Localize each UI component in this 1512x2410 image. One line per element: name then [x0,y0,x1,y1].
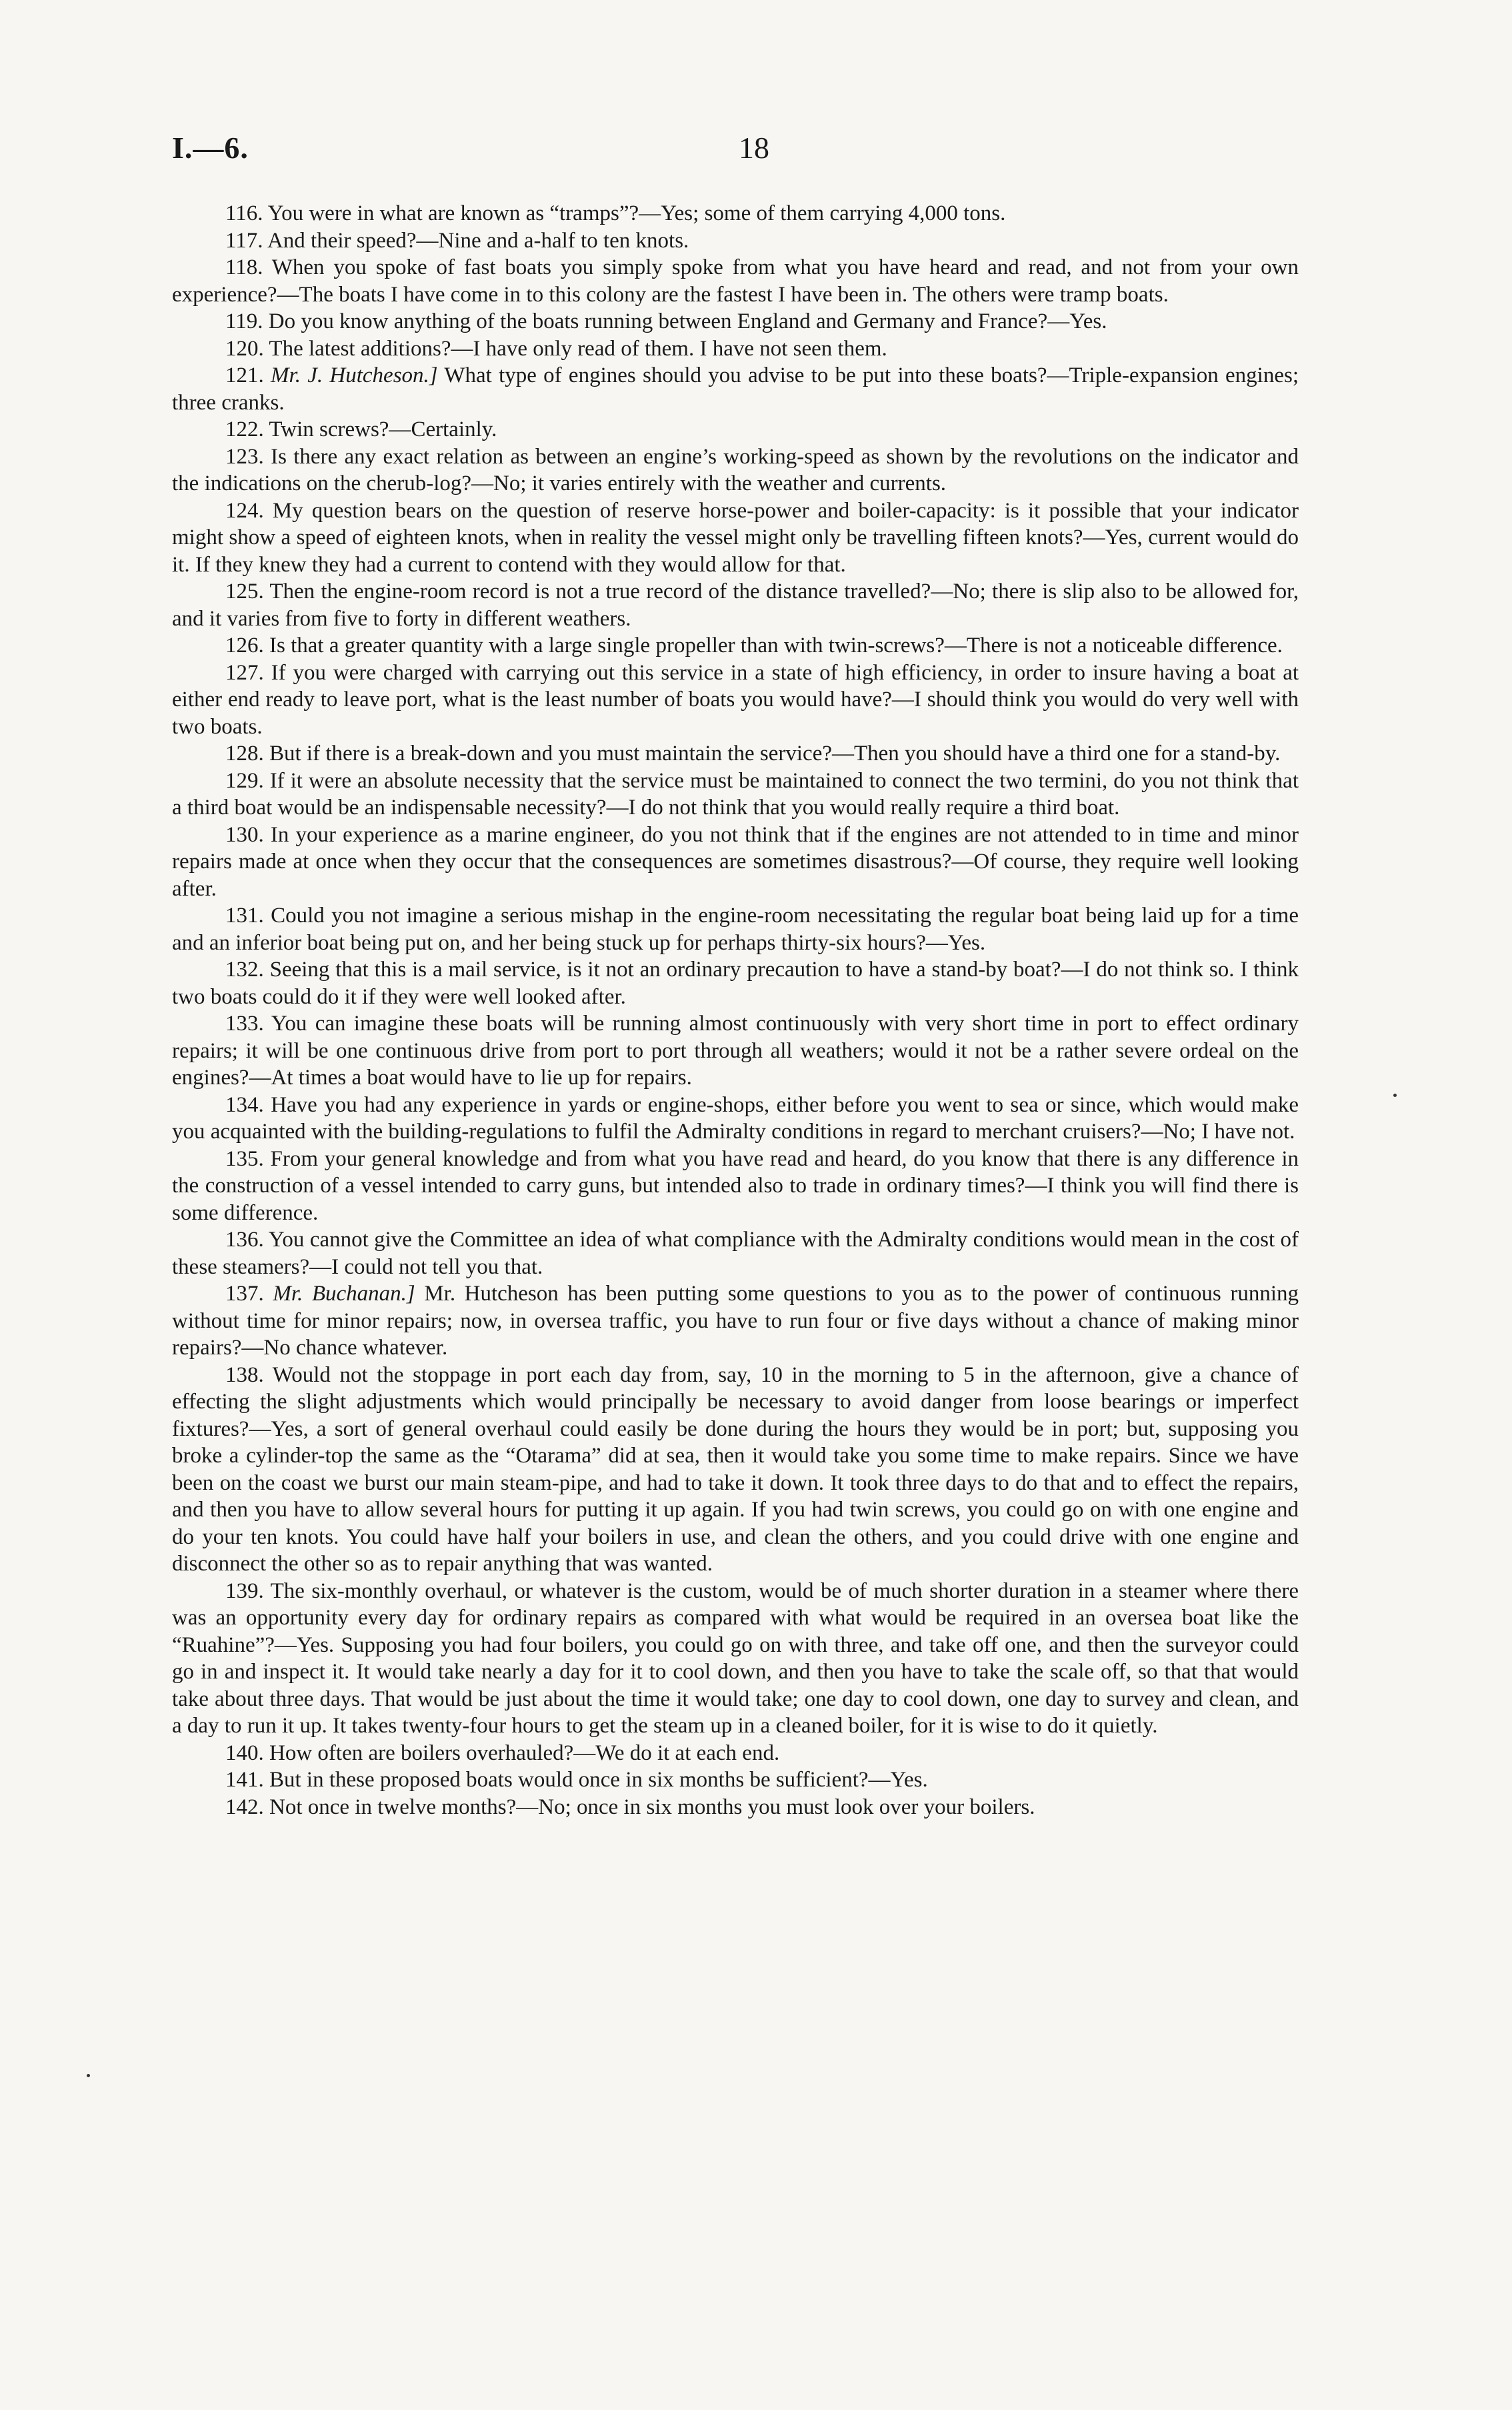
question-text: How often are boilers overhauled?—We do it at each end. [269,1740,780,1765]
question-number: 119. [225,309,263,333]
question-paragraph [172,200,1299,227]
question-number: 118. [225,255,263,279]
question-text: You were in what are known as “tramps”?—Yes; some of them carrying 4,000 tons. [267,201,1006,225]
question-number: 142. [225,1794,264,1819]
question-paragraph [172,660,1299,741]
question-paragraph [172,443,1299,497]
question-text: You cannot give the Committee an idea of what compliance with the Admiralty conditions would mean in the cost of these steamers?—I could not tell you that. [172,1228,1299,1279]
question-paragraph [172,632,1299,660]
question-number: 127. [225,660,264,685]
question-text: Have you had any experience in yards or engine-shops, either before you went to sea or since, which would make you acquainted with the building-regulations to fulfil the Admiralty conditions in regard to merchant cruisers?—No; I have not. [172,1092,1299,1144]
question-paragraph [172,740,1299,768]
question-number: 117. [225,228,263,253]
document-reference: I.—6. [172,131,249,165]
question-number: 135. [225,1146,264,1171]
question-text: But in these proposed boats would once in six months be sufficient?—Yes. [269,1768,928,1792]
question-paragraph [172,1794,1299,1821]
question-number: 133. [225,1012,264,1036]
question-number: 125. [225,579,264,604]
question-text: You can imagine these boats will be running almost continuously with very short time in port to effect ordinary repairs; it will be one continuous drive from port to port through all weathers; would it not be a rather severe ordeal on the engines?—At times a boat would have to lie up for repairs. [172,1012,1299,1090]
question-number: 136. [225,1228,264,1252]
question-paragraph [172,416,1299,443]
question-text: Is there any exact relation as between an engine’s working-speed as shown by the revolutions on the indicator and the indications on the cherub-log?—No; it varies entirely with the weather and currents. [172,444,1299,495]
speaker-name: Mr. Buchanan.] [273,1282,415,1306]
question-number: 129. [225,768,264,793]
question-number: 139. [225,1578,264,1603]
question-text: The six-monthly overhaul, or whatever is the custom, would be of much shorter duration in a steamer where there was an opportunity every day for ordinary repairs as compared with what would be required in an oversea boat like the “Ruahine”?—Yes. Supposing you had four boilers, you could go on with three, and take off one, and then the surveyor could go in and inspect it. It would take nearly a day for it to cool down, and then you have to take the scale off, so that that would take about three days. That would be just about the time it would take; one day to cool down, one day to survey and clean, and a day to run it up. It takes twenty-four hours to get the steam up in a cleaned boiler, for it is wise to do it quietly. [172,1578,1299,1738]
question-text: Do you know anything of the boats running between England and Germany and France?—Yes. [268,309,1107,333]
question-text: Then the engine-room record is not a true record of the distance travelled?—No; there is slip also to be allowed for, and it varies from five to forty in different weathers. [172,579,1299,631]
question-paragraph [172,308,1299,335]
question-paragraph [172,1010,1299,1092]
question-text: In your experience as a marine engineer, do you not think that if the engines are not attended to in time and minor repairs made at once when they occur that the consequences are sometimes disastrous?—Of course, they require well looking after. [172,822,1299,901]
question-text: Mr. Hutcheson has been putting some questions to you as to the power of continuous running without time for minor repairs; now, in oversea traffic, you have to run four or five days without a chance of making minor repairs?—No chance whatever. [172,1282,1299,1360]
question-paragraph [172,956,1299,1010]
question-paragraph [172,1226,1299,1280]
question-paragraph [172,1092,1299,1146]
speaker-name: Mr. J. Hutcheson.] [271,363,438,387]
question-paragraph [172,902,1299,956]
question-number: 131. [225,904,264,928]
question-paragraph [172,1362,1299,1578]
evidence-text [172,200,1299,1821]
question-paragraph [172,1578,1299,1740]
question-paragraph [172,497,1299,579]
question-number: 124. [225,498,264,523]
question-number: 122. [225,417,264,441]
question-paragraph [172,254,1299,308]
question-text: Twin screws?—Certainly. [269,417,497,441]
question-paragraph [172,578,1299,632]
question-number: 138. [225,1362,264,1387]
question-text: If it were an absolute necessity that the service must be maintained to connect the two termini, do you not think that a third boat would be an indispensable necessity?—I do not think that you would really require a third boat. [172,768,1299,820]
question-number: 116. [225,201,263,225]
question-text: What type of engines should you advise to be put into these boats?—Triple-expansion engines; three cranks. [172,363,1299,415]
question-paragraph [172,1280,1299,1362]
question-number: 126. [225,634,264,658]
page-number: 18 [739,131,769,165]
question-number: 140. [225,1740,264,1765]
question-number: 123. [225,444,264,469]
question-text: When you spoke of fast boats you simply spoke from what you have heard and read, and not from your own experience?—The boats I have come in to this colony are the fastest I have been in. The others were tramp boats. [172,255,1299,307]
question-number: 128. [225,742,264,766]
question-number: 121. [225,363,264,387]
question-text: Could you not imagine a serious mishap in the engine-room necessitating the regular boat being laid up for a time and an inferior boat being put on, and her being stuck up for perhaps thirty-six hours?—Yes. [172,904,1299,955]
question-number: 130. [225,822,264,847]
question-paragraph [172,362,1299,416]
question-paragraph [172,1740,1299,1767]
question-paragraph [172,335,1299,363]
question-text: But if there is a break-down and you must maintain the service?—Then you should have a third one for a stand-by. [269,742,1281,766]
stray-mark [1393,1094,1397,1097]
question-text: My question bears on the question of reserve horse-power and boiler-capacity: is it possible that your indicator might show a speed of eighteen knots, when in reality the vessel might only be travelling fifteen knots?—Yes, current would do it. If they knew they had a current to contend with they would allow for that. [172,498,1299,577]
question-paragraph [172,1766,1299,1794]
question-paragraph [172,1146,1299,1227]
question-text: From your general knowledge and from what you have read and heard, do you know that there is any difference in the construction of a vessel intended to carry guns, but intended also to trade in ordinary times?—I think you will find there is some difference. [172,1146,1299,1225]
question-number: 134. [225,1092,264,1117]
question-text: Would not the stoppage in port each day from, say, 10 in the morning to 5 in the afternoon, give a chance of effecting the slight adjustments which would principally be necessary to avoid danger from loose bearings or imperfect fixtures?—Yes, a sort of general overhaul could easily be done during the hours they would be in port; but, supposing you broke a cylinder-top the same as the “Otarama” did at sea, then it would take you some time to make repairs. Since we have been on the coast we burst our main steam-pipe, and had to take it down. It took three days to do that and to effect the repairs, and then you have to allow several hours for putting it up again. If you had twin screws, you could go on with one engine and do your ten knots. You could have half your boilers in use, and clean the others, and you could drive with one engine and disconnect the other so as to repair anything that was wanted. [172,1362,1299,1576]
question-number: 137. [225,1282,264,1306]
question-text: The latest additions?—I have only read of them. I have not seen them. [269,336,887,361]
question-number: 141. [225,1768,264,1792]
question-text: Is that a greater quantity with a large single propeller than with twin-screws?—There is not a noticeable difference. [269,634,1283,658]
question-paragraph [172,768,1299,822]
question-number: 120. [225,336,264,361]
question-text: Seeing that this is a mail service, is it not an ordinary precaution to have a stand-by boat?—I do not think so. I think two boats could do it if they were well looked after. [172,958,1299,1009]
question-text: If you were charged with carrying out this service in a state of high efficiency, in order to insure having a boat at either end ready to leave port, what is the least number of boats you would have?—I should think you would do very well with two boats. [172,660,1299,739]
question-text: Not once in twelve months?—No; once in six months you must look over your boilers. [269,1794,1035,1819]
question-text: And their speed?—Nine and a-half to ten knots. [267,228,689,253]
stray-mark [87,2074,90,2077]
question-paragraph [172,227,1299,255]
page-header [172,130,1299,170]
question-number: 132. [225,958,264,982]
question-paragraph [172,822,1299,903]
